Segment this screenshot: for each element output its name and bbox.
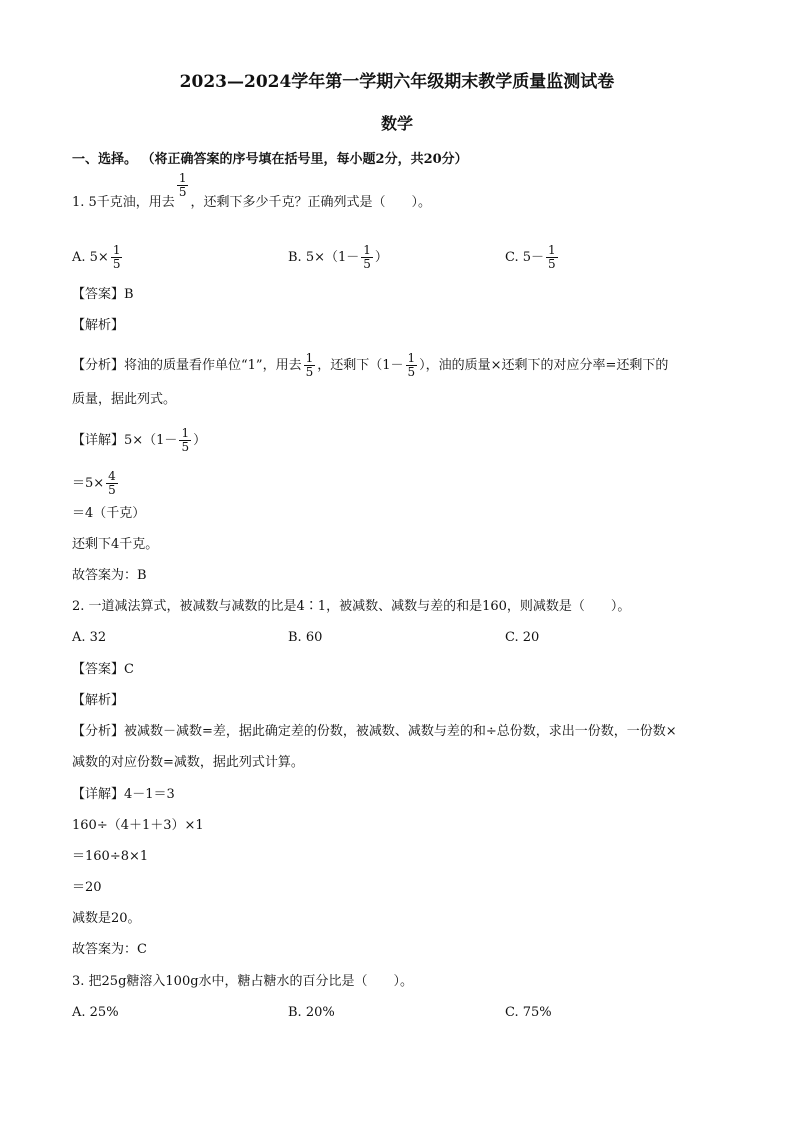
fraction-denominator: 5	[178, 185, 187, 199]
q2-analysis-continued: 减数的对应份数=减数，据此列式计算。	[72, 755, 304, 770]
q2-conclusion: 减数是20。	[72, 911, 141, 926]
fraction-denominator: 5	[112, 257, 121, 271]
q2-option-b: B. 60	[288, 630, 323, 645]
option-text: B. 5×（1－	[288, 250, 360, 265]
q2-option-a: A. 32	[72, 630, 107, 645]
fraction-denominator: 5	[363, 257, 371, 271]
fraction-denominator: 5	[108, 483, 116, 497]
q1-analysis-continued: 质量，据此列式。	[72, 392, 177, 407]
q1-option-b	[288, 244, 388, 271]
fraction	[177, 172, 189, 199]
step-text: ＝5×	[72, 476, 105, 491]
q1-conclusion: 还剩下4千克。	[72, 537, 159, 552]
question-2-stem: 2. 一道减法算式，被减数与减数的比是4∶1，被减数、减数与差的和是160，则减数是（ ）。	[72, 599, 631, 614]
q3-option-a: A. 25%	[72, 1005, 119, 1020]
q1-option-c	[505, 244, 560, 271]
fraction-numerator: 4	[108, 469, 116, 483]
subject-title: 数学	[380, 114, 413, 133]
fraction-denominator: 5	[181, 440, 190, 454]
option-text: A. 5×	[72, 250, 109, 265]
fraction	[179, 427, 191, 454]
fraction-numerator: 1	[178, 171, 187, 185]
fraction-numerator: 1	[407, 351, 416, 365]
fraction	[406, 352, 418, 379]
q2-answer: 【答案】C	[72, 662, 134, 677]
q1-detail	[72, 427, 206, 454]
q3-option-c: C. 75%	[505, 1005, 552, 1020]
fraction	[304, 352, 316, 379]
analysis-text: ），油的质量×还剩下的对应分率=还剩下的	[419, 358, 669, 373]
q2-option-c: C. 20	[505, 630, 540, 645]
q2-step-2: ＝160÷8×1	[72, 849, 149, 864]
q2-analysis-label: 【解析】	[72, 693, 125, 708]
q1-step-2: ＝4（千克）	[72, 506, 146, 521]
fraction-numerator: 1	[305, 351, 314, 365]
fraction-numerator: 1	[363, 243, 371, 257]
option-text-suffix: ）	[374, 250, 388, 265]
fraction-denominator: 5	[305, 365, 314, 379]
q2-step-3: ＝20	[72, 880, 102, 895]
q3-option-b: B. 20%	[288, 1005, 335, 1020]
section-number: 一、选择。	[72, 152, 138, 167]
analysis-text: 【分析】将油的质量看作单位“1”，用去	[72, 358, 302, 373]
q2-detail: 【详解】4－1＝3	[72, 787, 175, 802]
fraction	[546, 244, 558, 271]
fraction	[361, 244, 373, 271]
q1-analysis-label: 【解析】	[72, 318, 125, 333]
detail-text: ）	[193, 433, 207, 448]
fraction-numerator: 1	[181, 426, 190, 440]
q2-analysis: 【分析】被减数－减数=差，据此确定差的份数，被减数、减数与差的和÷总份数，求出一份数，一份数×	[72, 724, 677, 739]
question-1-stem	[72, 171, 431, 213]
section-heading	[72, 150, 468, 170]
q1-option-a	[72, 244, 124, 271]
question-3-stem: 3. 把25g糖溶入100g水中，糖占糖水的百分比是（ ）。	[72, 974, 414, 989]
q1-stem-text-a: 1. 5千克油，用去	[72, 195, 175, 210]
q2-step-1: 160÷（4＋1＋3）×1	[72, 818, 204, 833]
fraction	[106, 470, 118, 497]
fraction-numerator: 1	[548, 243, 556, 257]
exam-title: 2023—2024学年第一学期六年级期末教学质量监测试卷	[179, 72, 615, 92]
fraction-denominator: 5	[548, 257, 556, 271]
q2-final-answer: 故答案为：C	[72, 942, 147, 957]
fraction	[111, 244, 123, 271]
q1-step-1	[72, 470, 120, 497]
q1-answer: 【答案】B	[72, 287, 134, 302]
fraction-numerator: 1	[112, 243, 121, 257]
q1-final-answer: 故答案为：B	[72, 568, 147, 583]
q1-stem-text-b: ，还剩下多少千克？正确列式是（ ）。	[190, 195, 431, 210]
section-instruction: （将正确答案的序号填在括号里，每小题2分，共20分）	[141, 152, 468, 167]
analysis-text: ，还剩下（1－	[317, 358, 404, 373]
option-text: C. 5－	[505, 250, 545, 265]
fraction-denominator: 5	[407, 365, 416, 379]
detail-text: 【详解】5×（1－	[72, 433, 178, 448]
q1-analysis	[72, 352, 668, 379]
